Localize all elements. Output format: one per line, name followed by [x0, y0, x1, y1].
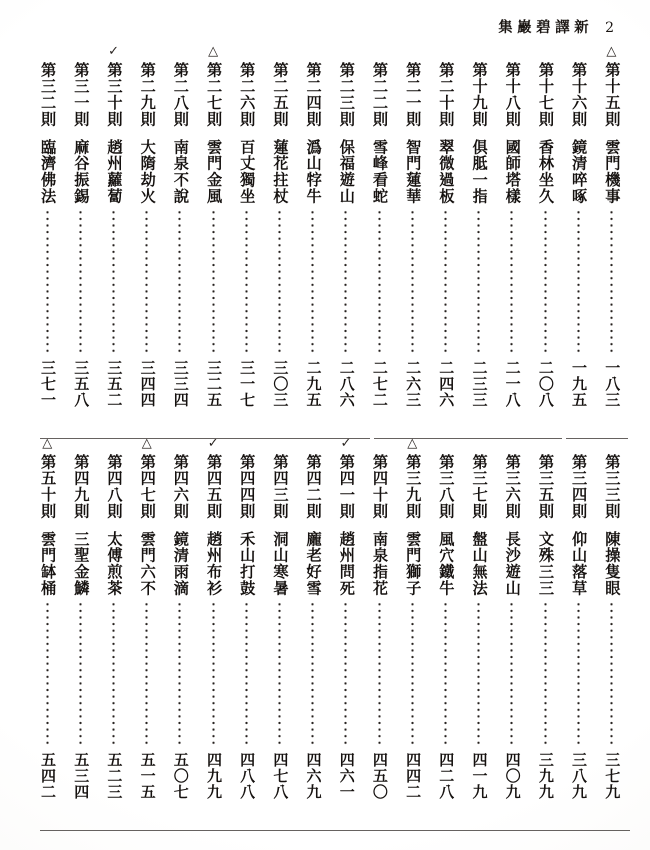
- toc-entry[interactable]: [363, 60, 396, 412]
- entry-page-number: 四六一: [337, 752, 356, 800]
- entry-number: 第四六則: [171, 454, 190, 520]
- toc-entry[interactable]: [296, 452, 329, 804]
- entry-title: 太傅煎茶: [105, 531, 124, 597]
- toc-entry[interactable]: [97, 452, 130, 804]
- entry-number: 第二八則: [171, 62, 190, 128]
- entry-title: 長沙遊山: [503, 531, 522, 597]
- toc-entry[interactable]: [64, 452, 97, 804]
- entry-page-number: 三五八: [72, 360, 91, 408]
- entry-page-number: 三〇三: [271, 360, 290, 408]
- entry-number: 第二二則: [370, 62, 389, 128]
- entry-page-number: 三七九: [603, 752, 622, 800]
- entry-title: 禾山打鼓: [238, 531, 257, 597]
- entry-title: 翠微過板: [437, 139, 456, 205]
- toc-entry[interactable]: [528, 60, 561, 412]
- toc-entry[interactable]: [495, 60, 528, 412]
- entry-number: 第三九則: [404, 454, 423, 520]
- entry-number: 第十五則: [603, 62, 622, 128]
- dot-leader: [311, 209, 314, 355]
- toc-entry[interactable]: [197, 436, 230, 804]
- entry-title: 雲門缽桶: [39, 531, 58, 597]
- entry-page-number: 二一八: [503, 360, 522, 408]
- triangle-mark-icon: △: [208, 44, 219, 59]
- toc-entry[interactable]: [429, 60, 462, 412]
- entry-title: 文殊三三: [536, 531, 555, 597]
- dot-leader: [344, 209, 347, 355]
- entry-title: 俱胝一指: [470, 139, 489, 205]
- dot-leader: [46, 601, 49, 747]
- dot-leader: [411, 209, 414, 355]
- entry-page-number: 一八三: [603, 360, 622, 408]
- entry-page-number: 四〇九: [503, 752, 522, 800]
- entry-title: 鏡清啐啄: [570, 139, 589, 205]
- entry-title: 雪峰看蛇: [370, 139, 389, 205]
- dot-leader: [610, 601, 613, 747]
- check-mark-icon: ✓: [340, 436, 352, 451]
- toc-entry[interactable]: [595, 452, 628, 804]
- dot-leader: [510, 209, 513, 355]
- check-mark-icon: ✓: [207, 436, 219, 451]
- entry-page-number: 四七八: [271, 752, 290, 800]
- section-divider-c: [566, 438, 628, 439]
- entry-title: 趙州蘿蔔: [105, 139, 124, 205]
- dot-leader: [178, 209, 181, 355]
- toc-entry[interactable]: [230, 60, 263, 412]
- entry-number: 第三四則: [570, 454, 589, 520]
- entry-number: 第五十則: [39, 454, 58, 520]
- entry-number: 第四九則: [72, 454, 91, 520]
- entry-title: 百丈獨坐: [238, 139, 257, 205]
- dot-leader: [145, 601, 148, 747]
- page-bottom-rule: [40, 830, 630, 831]
- entry-title: 風穴鐵牛: [437, 531, 456, 597]
- entry-title: 趙州問死: [337, 531, 356, 597]
- dot-leader: [344, 601, 347, 747]
- entry-title: 香林坐久: [536, 139, 555, 205]
- entry-page-number: 四五〇: [370, 752, 389, 800]
- dot-leader: [477, 601, 480, 747]
- entry-number: 第十八則: [503, 62, 522, 128]
- entry-page-number: 四四二: [404, 752, 423, 800]
- toc-entry[interactable]: [97, 44, 130, 412]
- entry-number: 第四五則: [205, 454, 224, 520]
- toc-entry[interactable]: [130, 436, 163, 804]
- dot-leader: [212, 601, 215, 747]
- entry-number: 第二六則: [238, 62, 257, 128]
- entry-page-number: 三七一: [39, 360, 58, 408]
- entry-page-number: 二六三: [404, 360, 423, 408]
- entry-title: 趙州布衫: [205, 531, 224, 597]
- toc-section-lower: [22, 436, 628, 804]
- entry-title: 鏡清雨滴: [171, 531, 190, 597]
- entry-page-number: 四六九: [304, 752, 323, 800]
- toc-entry[interactable]: [562, 60, 595, 412]
- entry-page-number: 二〇八: [536, 360, 555, 408]
- entry-title: 盤山無法: [470, 531, 489, 597]
- entry-number: 第四十則: [370, 454, 389, 520]
- toc-entry[interactable]: [31, 60, 64, 412]
- check-mark-icon: ✓: [108, 44, 120, 59]
- entry-number: 第二九則: [138, 62, 157, 128]
- dot-leader: [577, 209, 580, 355]
- entry-page-number: 四八八: [238, 752, 257, 800]
- entry-page-number: 五二三: [105, 752, 124, 800]
- entry-number: 第四四則: [238, 454, 257, 520]
- entry-number: 第三十則: [105, 62, 124, 128]
- dot-leader: [311, 601, 314, 747]
- dot-leader: [79, 601, 82, 747]
- entry-page-number: 四九九: [204, 752, 223, 800]
- entry-number: 第三三則: [603, 454, 622, 520]
- entry-number: 第三五則: [536, 454, 555, 520]
- toc-entry[interactable]: [163, 60, 196, 412]
- entry-title: 龐老好雪: [304, 531, 323, 597]
- dot-leader: [378, 601, 381, 747]
- toc-entry[interactable]: [429, 452, 462, 804]
- entry-title: 國師塔樣: [503, 139, 522, 205]
- entry-title: 潙山牸牛: [304, 139, 323, 205]
- entry-title: 雲門六不: [138, 531, 157, 597]
- toc-entry[interactable]: [528, 452, 561, 804]
- entry-title: 南泉指花: [370, 531, 389, 597]
- entry-number: 第十九則: [470, 62, 489, 128]
- toc-entry[interactable]: [462, 452, 495, 804]
- entry-page-number: 五一五: [138, 752, 157, 800]
- page-number: 2: [605, 20, 614, 36]
- dot-leader: [411, 601, 414, 747]
- entry-number: 第二十則: [437, 62, 456, 128]
- entry-title: 臨濟佛法: [39, 139, 58, 205]
- toc-entry[interactable]: [263, 452, 296, 804]
- toc-entry[interactable]: [230, 452, 263, 804]
- entry-number: 第三八則: [437, 454, 456, 520]
- entry-page-number: 三五二: [105, 360, 124, 408]
- entry-page-number: 三二五: [204, 360, 223, 408]
- entry-page-number: 五四二: [39, 752, 58, 800]
- entry-page-number: 二三三: [470, 360, 489, 408]
- dot-leader: [477, 209, 480, 355]
- toc-entry[interactable]: [329, 60, 362, 412]
- entry-number: 第四一則: [337, 454, 356, 520]
- entry-title: 大隋劫火: [138, 139, 157, 205]
- entry-page-number: 二四六: [437, 360, 456, 408]
- entry-title: 智門蓮華: [404, 139, 423, 205]
- entry-page-number: 二九五: [304, 360, 323, 408]
- toc-entry[interactable]: [396, 436, 429, 804]
- toc-entry[interactable]: [562, 452, 595, 804]
- entry-page-number: 五〇七: [171, 752, 190, 800]
- entry-title: 南泉不說: [171, 139, 190, 205]
- entry-title: 雲門機事: [603, 139, 622, 205]
- toc-entry[interactable]: [329, 436, 362, 804]
- dot-leader: [46, 209, 49, 355]
- toc-entry[interactable]: [31, 436, 64, 804]
- dot-leader: [112, 601, 115, 747]
- entry-title: 蓮花拄杖: [271, 139, 290, 205]
- entry-number: 第三六則: [503, 454, 522, 520]
- toc-entry[interactable]: [396, 60, 429, 412]
- entry-number: 第十六則: [570, 62, 589, 128]
- dot-leader: [79, 209, 82, 355]
- dot-leader: [577, 601, 580, 747]
- toc-entry[interactable]: [263, 60, 296, 412]
- entry-number: 第十七則: [536, 62, 555, 128]
- triangle-mark-icon: △: [42, 436, 53, 451]
- dot-leader: [510, 601, 513, 747]
- dot-leader: [610, 209, 613, 355]
- entry-number: 第三一則: [72, 62, 91, 128]
- entry-title: 仰山落草: [570, 531, 589, 597]
- dot-leader: [444, 601, 447, 747]
- entry-number: 第四二則: [304, 454, 323, 520]
- dot-leader: [378, 209, 381, 355]
- toc-entry[interactable]: [595, 44, 628, 412]
- entry-number: 第四七則: [138, 454, 157, 520]
- dot-leader: [278, 209, 281, 355]
- dot-leader: [278, 601, 281, 747]
- toc-entry[interactable]: [130, 60, 163, 412]
- entry-title: 陳操隻眼: [603, 531, 622, 597]
- entry-title: 保福遊山: [337, 139, 356, 205]
- dot-leader: [178, 601, 181, 747]
- toc-entry[interactable]: [495, 452, 528, 804]
- toc-entry[interactable]: [363, 452, 396, 804]
- entry-page-number: 四二八: [437, 752, 456, 800]
- dot-leader: [112, 209, 115, 355]
- entry-number: 第四八則: [105, 454, 124, 520]
- triangle-mark-icon: △: [141, 436, 152, 451]
- entry-title: 三聖金鱗: [72, 531, 91, 597]
- book-title: 集巖碧譯新: [498, 19, 594, 36]
- dot-leader: [544, 209, 547, 355]
- entry-page-number: 三九九: [536, 752, 555, 800]
- dot-leader: [245, 209, 248, 355]
- entry-number: 第二三則: [337, 62, 356, 128]
- dot-leader: [212, 209, 215, 355]
- triangle-mark-icon: △: [407, 436, 418, 451]
- toc-entry[interactable]: [64, 60, 97, 412]
- toc-entry[interactable]: [462, 60, 495, 412]
- dot-leader: [145, 209, 148, 355]
- entry-number: 第二五則: [271, 62, 290, 128]
- toc-section-upper: [22, 44, 628, 412]
- entry-title: 麻谷振錫: [72, 139, 91, 205]
- entry-page-number: 三四四: [138, 360, 157, 408]
- entry-page-number: 五三四: [72, 752, 91, 800]
- entry-number: 第三二則: [39, 62, 58, 128]
- entry-title: 雲門金風: [205, 139, 224, 205]
- toc-entry[interactable]: [296, 60, 329, 412]
- entry-number: 第二七則: [205, 62, 224, 128]
- entry-page-number: 一九五: [570, 360, 589, 408]
- toc-entry[interactable]: [163, 452, 196, 804]
- triangle-mark-icon: △: [606, 44, 617, 59]
- entry-page-number: 二七二: [370, 360, 389, 408]
- entry-page-number: 四一九: [470, 752, 489, 800]
- dot-leader: [544, 601, 547, 747]
- entry-page-number: 三八九: [570, 752, 589, 800]
- toc-entry[interactable]: [197, 44, 230, 412]
- running-header: [498, 16, 614, 37]
- entry-number: 第二一則: [404, 62, 423, 128]
- entry-number: 第二四則: [304, 62, 323, 128]
- entry-number: 第四三則: [271, 454, 290, 520]
- dot-leader: [245, 601, 248, 747]
- entry-page-number: 二八六: [337, 360, 356, 408]
- entry-page-number: 三一七: [238, 360, 257, 408]
- entry-number: 第三七則: [470, 454, 489, 520]
- entry-page-number: 三三四: [171, 360, 190, 408]
- dot-leader: [444, 209, 447, 355]
- entry-title: 洞山寒暑: [271, 531, 290, 597]
- entry-title: 雲門獅子: [404, 531, 423, 597]
